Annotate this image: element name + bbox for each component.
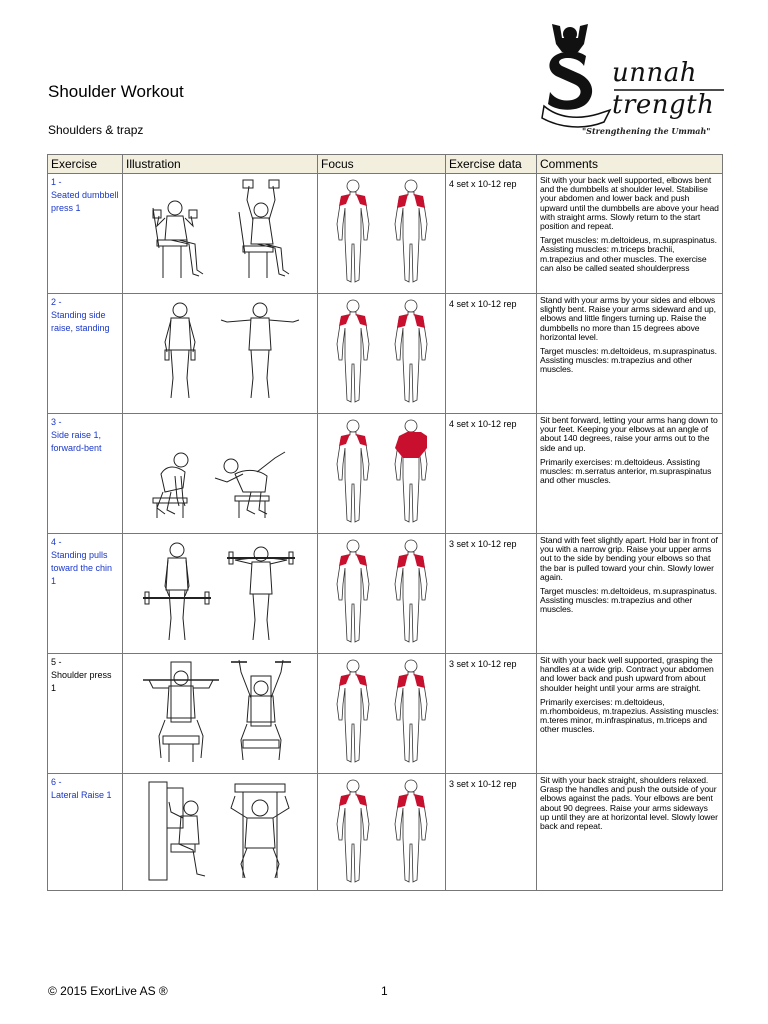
- exercise-link[interactable]: Lateral Raise 1: [51, 790, 112, 800]
- exercise-comments: Sit bent forward, letting your arms hang down to your feet. Keeping your elbows at an angle of about 140 degrees, raise your arms out to the side and up. Primarily exercises: m.deltoideus. Assisting muscles: m.serratus anterior, m.supraspinatus and other muscles.: [537, 414, 723, 534]
- exercise-comments: Stand with feet slightly apart. Hold bar in front of you with a narrow grip. Raise your upper arms out to the side by bending your elbows so that the bar is pulled toward your chin. Slowly lower again. Target muscles: m.deltoideus, m.supraspinatus. Assisting muscles: m.trapezius and other muscles.: [537, 534, 723, 654]
- exercise-data: 4 set x 10-12 rep: [449, 299, 517, 309]
- logo-text-unnah: unnah: [612, 58, 697, 88]
- col-header-illustration: Illustration: [123, 155, 318, 174]
- muscle-focus-diagram: [327, 778, 437, 886]
- col-header-exercise-data: Exercise data: [446, 155, 537, 174]
- exercise-illustration: [135, 778, 305, 888]
- table-row: [48, 174, 723, 294]
- exercise-comments: Sit with your back well supported, grasping the handles at a wide grip. Contract your abdomen and lower back and push upward from about shoulder height until your arms are straight. Primarily exercises: m.deltoideus, m.rhomboideus, m.trapezius. Assisting muscles: m.teres minor, m.infraspinatus, m.triceps and other muscles.: [537, 654, 723, 774]
- page-subtitle: Shoulders & trapz: [48, 123, 144, 137]
- exercise-number[interactable]: 1 -: [51, 177, 62, 187]
- muscle-focus-diagram: [327, 538, 437, 646]
- exercise-illustration: [135, 298, 305, 408]
- exercise-illustration: [135, 658, 305, 768]
- exercise-link[interactable]: Seated dumbbell press 1: [51, 190, 119, 213]
- exercise-number[interactable]: 2 -: [51, 297, 62, 307]
- exercise-comments: Sit with your back well supported, elbows bent and the dumbbells at shoulder level. Stabilise your abdomen and lower back and push upward until the dumbbells are above your head with straight arms. Slowly return to the start position and repeat. Target muscles: m.deltoideus, m.supraspinatus. Assisting muscles: m.triceps brachii, m.trapezius and other muscles. The exercise can also be called seated shoulderpress: [537, 174, 723, 294]
- exercise-illustration: [135, 418, 305, 528]
- muscle-focus-diagram: [327, 418, 437, 526]
- table-row: [48, 294, 723, 414]
- exercise-data: 4 set x 10-12 rep: [449, 179, 517, 189]
- exercise-name: Shoulder press 1: [51, 670, 112, 693]
- exercise-data: 4 set x 10-12 rep: [449, 419, 517, 429]
- muscle-focus-diagram: [327, 298, 437, 406]
- exercise-link[interactable]: Standing side raise, standing: [51, 310, 110, 333]
- exercise-illustration: [135, 538, 305, 648]
- exercise-table: [47, 154, 723, 891]
- exercise-link[interactable]: Side raise 1, forward-bent: [51, 430, 102, 453]
- exercise-comments: Sit with your back straight, shoulders relaxed. Grasp the handles and push the outside of your elbows against the pads. Your elbows are bent about 90 degrees. Raise your arms sideways up until they are at horizontal level. Slowly lower back and repeat.: [537, 774, 723, 891]
- table-row: [48, 534, 723, 654]
- exercise-data: 3 set x 10-12 rep: [449, 779, 517, 789]
- footer-copyright: © 2015 ExorLive AS ®: [48, 984, 168, 998]
- exercise-number[interactable]: 6 -: [51, 777, 62, 787]
- col-header-exercise: Exercise: [48, 155, 123, 174]
- page-number: 1: [381, 984, 388, 998]
- muscle-focus-diagram: [327, 178, 437, 286]
- table-header-row: [48, 155, 723, 174]
- logo-tagline: "Strengthening the Ummah": [582, 126, 711, 136]
- table-row: [48, 774, 723, 891]
- exercise-number: 5 -: [51, 657, 62, 667]
- exercise-comments: Stand with your arms by your sides and elbows slightly bent. Raise your arms sideward and up, elbows and little fingers turning up. Raise the dumbbells no more than 15 degrees above horizontal level. Target muscles: m.deltoideus, m.supraspinatus. Assisting muscles: m.trapezius and other muscles.: [537, 294, 723, 414]
- exercise-data: 3 set x 10-12 rep: [449, 539, 517, 549]
- logo-text-trength: trength: [612, 90, 715, 120]
- col-header-focus: Focus: [318, 155, 446, 174]
- table-row: [48, 414, 723, 534]
- table-row: [48, 654, 723, 774]
- exercise-data: 3 set x 10-12 rep: [449, 659, 517, 669]
- exercise-number[interactable]: 3 -: [51, 417, 62, 427]
- muscle-focus-diagram: [327, 658, 437, 766]
- exercise-number[interactable]: 4 -: [51, 537, 62, 547]
- exercise-illustration: [135, 178, 305, 288]
- col-header-comments: Comments: [537, 155, 723, 174]
- exercise-link[interactable]: Standing pulls toward the chin 1: [51, 550, 113, 586]
- page-title: Shoulder Workout: [48, 82, 184, 101]
